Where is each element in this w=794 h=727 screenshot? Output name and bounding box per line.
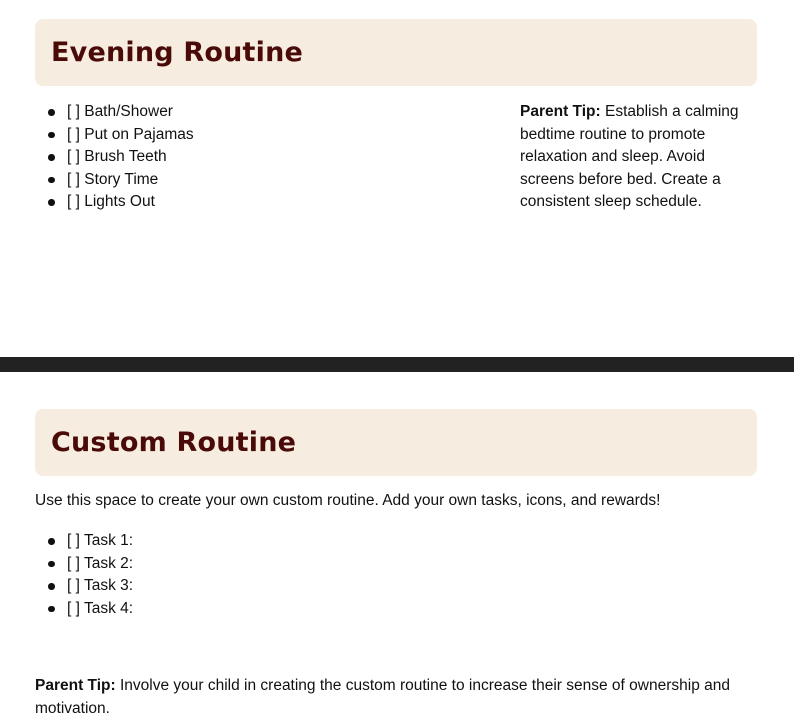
- custom-task-item: [ ] Task 2:: [35, 553, 133, 576]
- custom-routine-title: Custom Routine: [51, 427, 297, 458]
- custom-routine-intro: Use this space to create your own custom routine. Add your own tasks, icons, and rewards!: [35, 492, 661, 509]
- evening-tip-text: Establish a calming bedtime routine to promote relaxation and sleep. Avoid screens before bed. Create a consistent sleep schedule.: [520, 103, 739, 211]
- custom-tip-label: Parent Tip:: [35, 677, 116, 694]
- evening-task-item: [ ] Story Time: [35, 169, 194, 192]
- evening-task-list: [35, 101, 194, 214]
- evening-task-item: [ ] Bath/Shower: [35, 101, 194, 124]
- custom-parent-tip: [35, 675, 760, 720]
- custom-tip-text: Involve your child in creating the custom routine to increase their sense of ownership and motivation.: [35, 677, 730, 717]
- evening-routine-header: [35, 19, 757, 86]
- evening-tip-label: Parent Tip:: [520, 103, 601, 120]
- custom-task-item: [ ] Task 4:: [35, 598, 133, 621]
- custom-task-list: [35, 530, 133, 620]
- evening-task-item: [ ] Put on Pajamas: [35, 124, 194, 147]
- page-divider: [0, 357, 794, 372]
- custom-task-item: [ ] Task 3:: [35, 575, 133, 598]
- evening-task-item: [ ] Lights Out: [35, 191, 194, 214]
- custom-routine-header: [35, 409, 757, 476]
- evening-routine-title: Evening Routine: [51, 37, 304, 68]
- evening-parent-tip: [520, 101, 756, 214]
- evening-task-item: [ ] Brush Teeth: [35, 146, 194, 169]
- custom-task-item: [ ] Task 1:: [35, 530, 133, 553]
